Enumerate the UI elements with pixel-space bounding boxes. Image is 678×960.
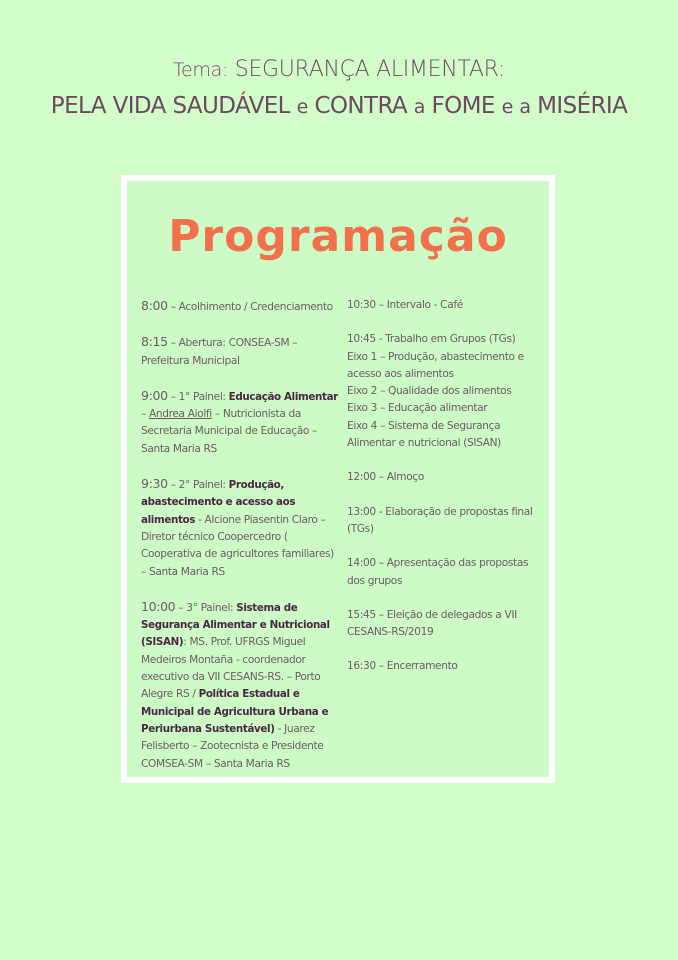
axis-item: Eixo 2 – Qualidade dos alimentos <box>347 385 512 398</box>
schedule-text: – 1° Painel: <box>167 390 229 403</box>
schedule-item <box>141 598 339 773</box>
schedule-item <box>347 297 537 314</box>
subtitle-connector: e <box>501 96 513 118</box>
axis-item: Eixo 3 – Educação alimentar <box>347 402 488 415</box>
subtitle-connector: e <box>296 96 308 118</box>
speaker-name: Andrea Aiolfi <box>148 408 212 421</box>
subtitle-part: CONTRA <box>314 93 408 119</box>
schedule-item <box>347 607 537 642</box>
schedule-text: – 3° Painel: <box>175 601 237 614</box>
program-frame <box>121 175 555 783</box>
schedule-time: 14:00 <box>347 557 376 570</box>
schedule-text: – Apresentação das propostas dos grupos <box>347 557 529 587</box>
schedule-time: 10:00 <box>141 598 176 614</box>
schedule-item <box>141 475 339 581</box>
schedule-text: – 2° Painel: <box>167 479 229 492</box>
schedule-time: 10:30 <box>347 299 376 311</box>
schedule-time: 8:00 <box>141 298 168 313</box>
schedule-time: 10:45 <box>347 333 376 346</box>
axis-item: Eixo 1 – Produção, abastecimento e acesso aos alimentos <box>347 350 524 380</box>
schedule-text: – <box>141 408 149 421</box>
panel-topic: Produção, abastecimento e acesso aos alimentos <box>141 479 296 526</box>
subtitle-part: MISÉRIA <box>537 93 628 119</box>
schedule-item <box>141 297 339 316</box>
header <box>0 52 678 125</box>
schedule-text: – Eleição de delegados a VII CESANS-RS/2019 <box>347 608 517 639</box>
program-column-right <box>347 297 537 693</box>
schedule-item <box>347 658 537 675</box>
schedule-item <box>347 504 537 539</box>
schedule-time: 15:45 <box>347 608 376 621</box>
schedule-text: - Juarez Felisberto – Zootecnista e Presidente COMSEA-SM – Santa Maria RS <box>141 722 324 770</box>
subtitle-connector: a <box>413 96 425 118</box>
header-subtitle-line <box>0 88 678 125</box>
subtitle-part: PELA VIDA SAUDÁVEL <box>50 93 290 119</box>
schedule-time: 9:30 <box>141 476 168 492</box>
schedule-item <box>347 469 537 486</box>
schedule-time: 8:15 <box>141 334 168 350</box>
schedule-time: 12:00 <box>347 471 376 484</box>
schedule-text: - Alcione Piasentin Claro – Diretor técnico Coopercedro ( Cooperativa de agricultores familiares) – Santa Maria RS <box>141 513 334 578</box>
theme-label: Tema: <box>172 59 229 81</box>
schedule-text: – Nutricionista da Secretaria Municipal de Educação – Santa Maria RS <box>141 408 317 455</box>
schedule-text: – Encerramento <box>375 660 458 673</box>
schedule-item <box>141 387 339 458</box>
axis-item: Eixo 4 – Sistema de Segurança Alimentar e nutricional (SISAN) <box>347 419 501 450</box>
schedule-text: : MS. Prof. UFRGS Miguel Medeiros Montaña - coordenador executivo da VII CESANS-RS. – Porto Alegre RS / <box>141 636 321 701</box>
schedule-item <box>347 555 537 590</box>
program-column-left <box>141 297 339 790</box>
schedule-text: – Acolhimento / Credenciamento <box>167 301 333 313</box>
header-theme-line <box>0 52 678 88</box>
schedule-text: – Intervalo - Café <box>375 299 463 311</box>
subtitle-connector: a <box>519 96 531 118</box>
schedule-time: 9:00 <box>141 387 168 403</box>
schedule-item <box>141 333 339 370</box>
program-title: Programação <box>168 211 508 262</box>
schedule-time: 13:00 <box>347 505 376 518</box>
schedule-text: – Abertura: CONSEA-SM – Prefeitura Municipal <box>141 337 298 367</box>
schedule-item <box>347 331 537 452</box>
subtitle-part: FOME <box>431 93 495 119</box>
panel-topic: Sistema de Segurança Alimentar e Nutricional (SISAN) <box>141 601 330 649</box>
schedule-time: 16:30 <box>347 660 376 673</box>
schedule-text: – Almoço <box>375 471 424 484</box>
theme-text: SEGURANÇA ALIMENTAR: <box>234 57 506 82</box>
schedule-text: - Trabalho em Grupos (TGs) <box>375 333 516 346</box>
panel-topic: Educação Alimentar <box>228 390 338 403</box>
panel-topic: Política Estadual e Municipal de Agricultura Urbana e Periurbana Sustentável) <box>141 688 329 735</box>
schedule-text: - Elaboração de propostas final (TGs) <box>347 505 533 535</box>
